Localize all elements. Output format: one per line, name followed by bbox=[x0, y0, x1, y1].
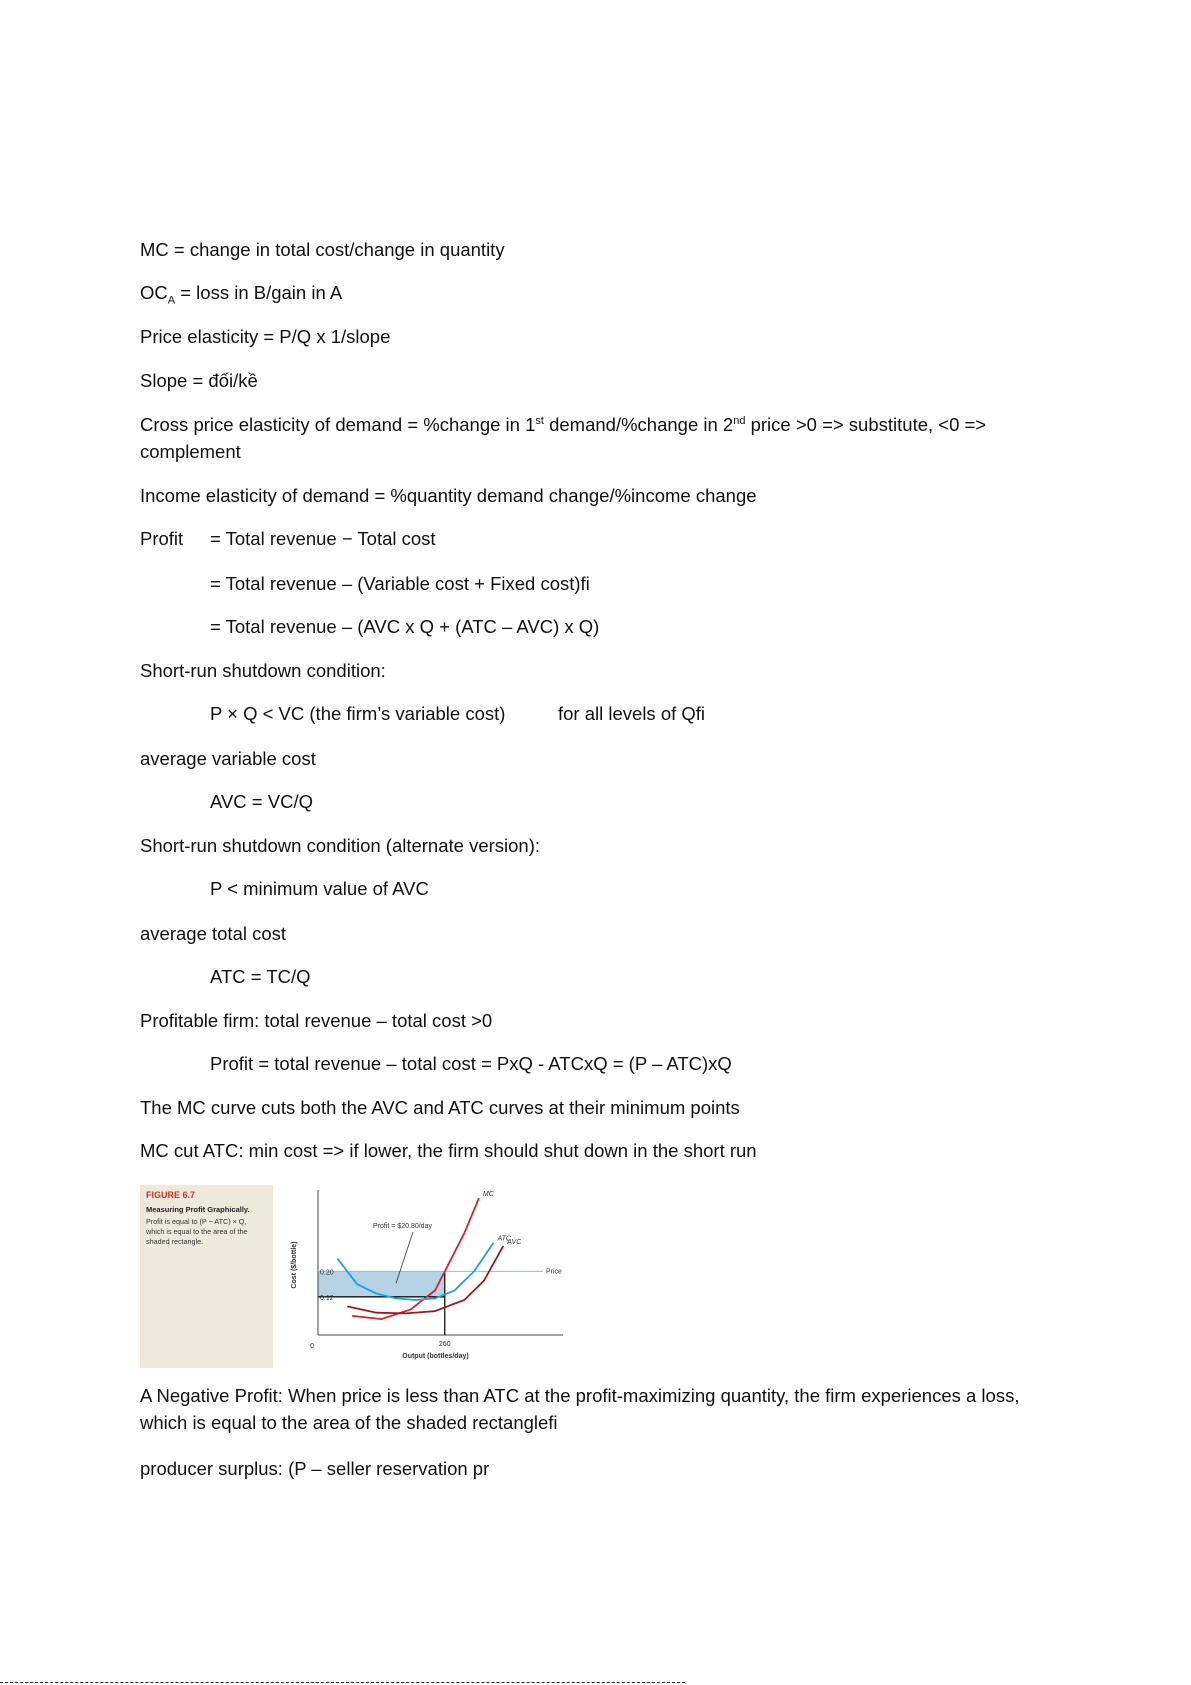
line-shutdown-formula-b: for all levels of Qﬁ bbox=[558, 703, 706, 724]
line-profit-formula-3: = Total revenue – (AVC x Q + (ATC – AVC) x Q) bbox=[210, 616, 600, 637]
figure-label: FIGURE 6.7 bbox=[146, 1190, 196, 1200]
line-atc-formula: ATC = TC/Q bbox=[210, 966, 311, 987]
line-negative-profit: A Negative Profit: When price is less than ATC at the profit-maximizing quantity, the firm experiences a loss, which is equal to the area of the shaded rectangleﬁ bbox=[140, 1385, 1020, 1433]
line-shutdown-alt-formula: P < minimum value of AVC bbox=[210, 878, 429, 899]
x-tick-260: 260 bbox=[438, 1341, 451, 1348]
y-axis-label: Cost ($/bottle) bbox=[291, 1241, 298, 1289]
curve-label-mc: MC bbox=[482, 1191, 494, 1199]
x-axis-label: Output (bottles/day) bbox=[402, 1353, 469, 1360]
line-mc-cuts: The MC curve cuts both the AVC and ATC curves at their minimum points bbox=[140, 1097, 740, 1118]
line-opportunity-cost bbox=[140, 279, 342, 306]
oc-text: OC bbox=[140, 282, 168, 303]
cross-b: demand/%change in 2 bbox=[543, 414, 734, 435]
line-mc-definition: MC = change in total cost/change in quantity bbox=[140, 239, 505, 260]
profit-chart bbox=[273, 1185, 590, 1368]
line-profit-atc: Profit = total revenue – total cost = PxQ - ATCxQ = (P – ATC)xQ bbox=[210, 1053, 732, 1074]
y-tick-020: 0.20 bbox=[320, 1269, 334, 1277]
figure-caption: Profit is equal to (P − ATC) × Q, which is equal to the area of the shaded rectangle. bbox=[146, 1217, 248, 1246]
curve-label-atc: ATC bbox=[497, 1235, 511, 1243]
footer-rule bbox=[0, 1682, 685, 1683]
figure-caption-panel bbox=[140, 1185, 273, 1368]
line-shutdown-formula bbox=[210, 700, 505, 727]
line-price-elasticity: Price elasticity = P/Q x 1/slope bbox=[140, 326, 391, 347]
profit-annotation: Profit = $20.80/day bbox=[373, 1223, 432, 1230]
oc-rest: = loss in B/gain in A bbox=[175, 282, 343, 303]
price-label: Price bbox=[546, 1268, 562, 1276]
shutdown-formula-a: P × Q < VC (the firm’s variable cost) bbox=[210, 703, 506, 724]
oc-subscript: A bbox=[167, 294, 176, 307]
y-tick-012: 0.12 bbox=[320, 1294, 334, 1302]
line-income-elasticity: Income elasticity of demand = %quantity demand change/%income change bbox=[140, 485, 757, 506]
cross-sup1: st bbox=[535, 414, 544, 427]
profit-label: Profit bbox=[140, 528, 184, 549]
curve-label-avc: AVC bbox=[507, 1238, 522, 1246]
cross-a: Cross price elasticity of demand = %change in 1 bbox=[140, 414, 536, 435]
line-profit-formula bbox=[140, 525, 183, 552]
line-slope: Slope = đối/kề bbox=[140, 370, 258, 391]
line-atc-heading: average total cost bbox=[140, 923, 287, 944]
line-avc-heading: average variable cost bbox=[140, 748, 316, 769]
profit-shaded-rectangle bbox=[318, 1271, 445, 1296]
cross-sup2: nd bbox=[733, 414, 746, 427]
line-profit-formula-eq: = Total revenue − Total cost bbox=[210, 528, 436, 549]
line-shutdown-condition: Short-run shutdown condition: bbox=[140, 660, 386, 681]
figure-measuring-profit bbox=[140, 1185, 590, 1368]
line-cross-price-elasticity-cont: complement bbox=[140, 441, 241, 462]
line-profit-formula-2: = Total revenue – (Variable cost + Fixed cost)ﬁ bbox=[210, 573, 590, 594]
line-profitable-firm: Profitable firm: total revenue – total cost >0 bbox=[140, 1010, 493, 1031]
line-avc-formula: AVC = VC/Q bbox=[210, 791, 313, 812]
cross-c: price >0 => substitute, <0 => bbox=[745, 414, 987, 435]
line-cross-price-elasticity bbox=[140, 411, 986, 438]
line-producer-surplus: producer surplus: (P – seller reservation pr bbox=[140, 1458, 490, 1479]
figure-title: Measuring Profit Graphically. bbox=[146, 1205, 250, 1214]
x-tick-0: 0 bbox=[310, 1343, 314, 1350]
line-shutdown-alt: Short-run shutdown condition (alternate version): bbox=[140, 835, 541, 856]
line-mc-cut-atc: MC cut ATC: min cost => if lower, the firm should shut down in the short run bbox=[140, 1140, 757, 1161]
